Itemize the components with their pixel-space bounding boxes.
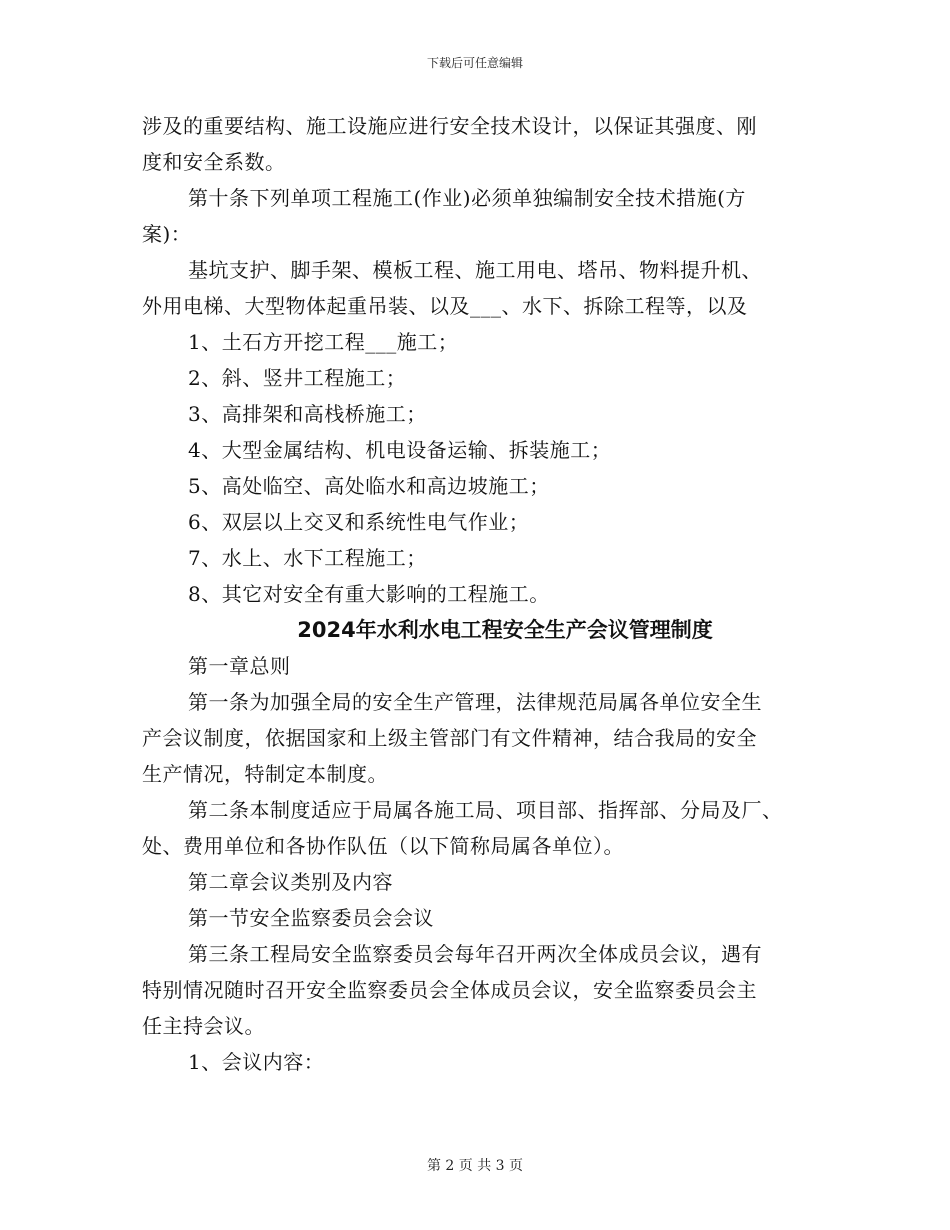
list-item: 8、其它对安全有重大影响的工程施工。 — [188, 582, 550, 606]
paragraph-line: 第一条为加强全局的安全生产管理，法律规范局属各单位安全生 — [188, 690, 762, 714]
list-item: 1、会议内容： — [188, 1050, 325, 1074]
paragraph-line: 任主持会议。 — [142, 1014, 265, 1038]
paragraph-line: 特别情况随时召开安全监察委员会全体成员会议，安全监察委员会主 — [142, 978, 757, 1002]
section-heading: 第一节安全监察委员会会议 — [188, 906, 434, 930]
list-item: 6、双层以上交叉和系统性电气作业； — [188, 510, 530, 534]
list-item: 3、高排架和高栈桥施工； — [188, 402, 427, 426]
list-item: 1、土石方开挖工程___施工； — [188, 330, 459, 354]
document-title: 2024年水利水电工程安全生产会议管理制度 — [297, 618, 713, 642]
paragraph-line: 外用电梯、大型物体起重吊装、以及___、水下、拆除工程等，以及 — [142, 294, 748, 318]
header-note: 下载后可任意编辑 — [426, 56, 523, 70]
list-item: 4、大型金属结构、机电设备运输、拆装施工； — [188, 438, 612, 462]
paragraph-line: 第三条工程局安全监察委员会每年召开两次全体成员会议，遇有 — [188, 942, 762, 966]
paragraph-line: 第二条本制度适应于局属各施工局、项目部、指挥部、分局及厂、 — [188, 798, 783, 822]
chapter-heading: 第一章总则 — [188, 654, 291, 678]
paragraph-line: 处、费用单位和各协作队伍（以下简称局属各单位）。 — [142, 834, 624, 858]
list-item: 2、斜、竖井工程施工； — [188, 366, 407, 390]
document-body — [142, 108, 822, 1080]
page-number: 第 2 页 共 3 页 — [426, 1158, 524, 1174]
chapter-heading: 第二章会议类别及内容 — [188, 870, 393, 894]
paragraph-line: 产会议制度，依据国家和上级主管部门有文件精神，结合我局的安全 — [142, 726, 757, 750]
list-item: 5、高处临空、高处临水和高边坡施工； — [188, 474, 550, 498]
list-item: 7、水上、水下工程施工； — [188, 546, 427, 570]
paragraph-line: 度和安全系数。 — [142, 150, 286, 174]
paragraph-line: 涉及的重要结构、施工设施应进行安全技术设计，以保证其强度、刚 — [142, 114, 757, 138]
paragraph-line: 案)： — [142, 222, 192, 246]
paragraph-line: 生产情况，特制定本制度。 — [142, 762, 388, 786]
paragraph-line: 基坑支护、脚手架、模板工程、施工用电、塔吊、物料提升机、 — [188, 258, 762, 282]
paragraph-line: 第十条下列单项工程施工(作业)必须单独编制安全技术措施(方 — [188, 186, 746, 210]
